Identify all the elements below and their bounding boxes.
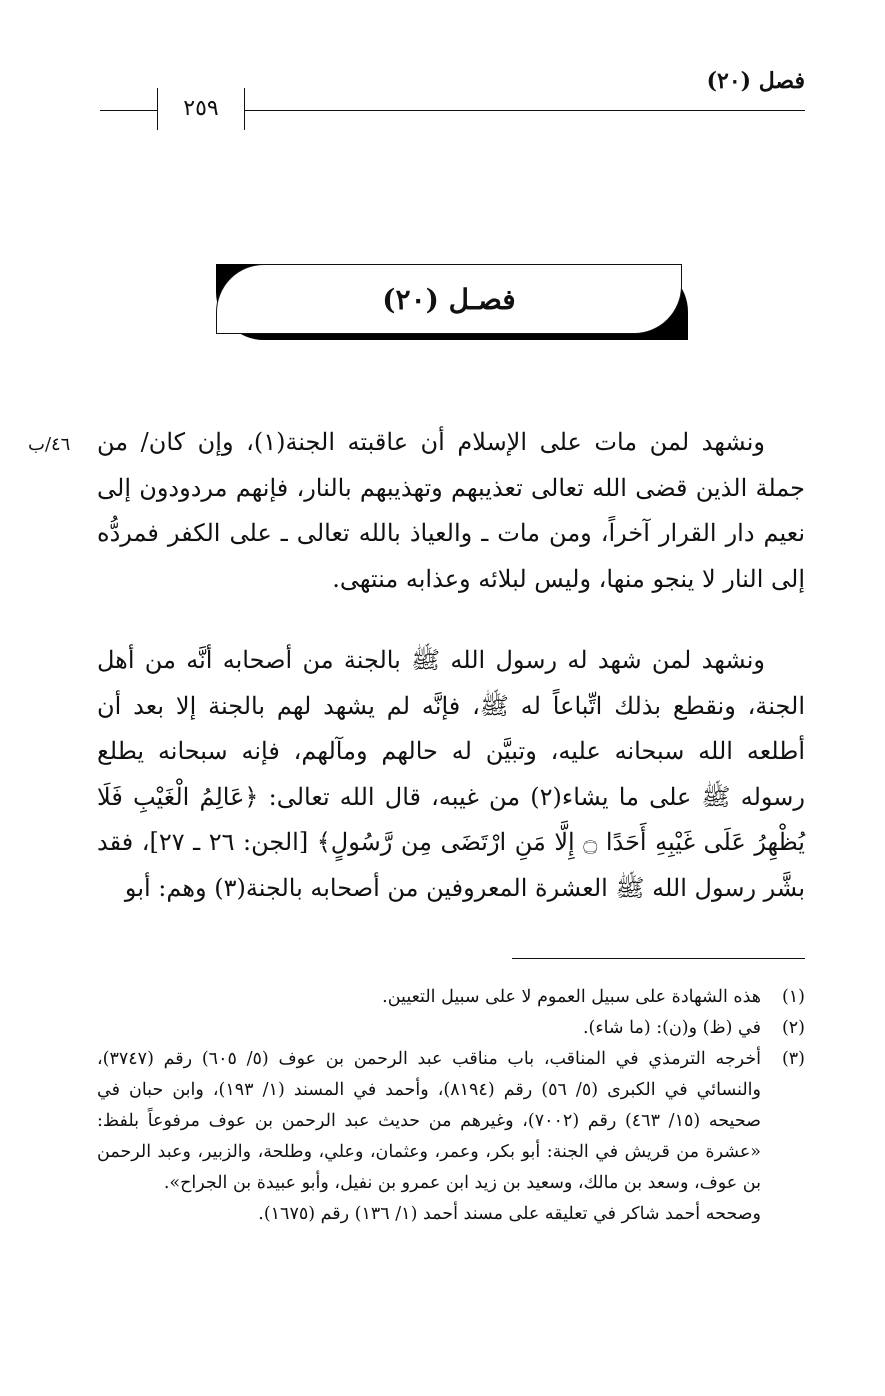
footnote-number: (١) bbox=[781, 987, 805, 1007]
footnote-text: أخرجه الترمذي في المناقب، باب مناقب عبد الرحمن بن عوف (٥/ ٦٠٥) رقم (٣٧٤٧)، والنسائي في الكبرى (٥/ ٥٦) رقم (٨١٩٤)، وأحمد في المسند (١/ ١٩٣)، وابن حبان في صحيحه (١٥/ ٤٦٣) رقم (٧٠٠٢)، وغيرهم من حديث عبد الرحمن بن عوف مرفوعاً بلفظ: «عشرة من قريش في الجنة: أبو بكر، وعمر، وعثمان، وعلي، وطلحة، والزبير، وعبد الرحمن بن عوف، وسعد بن مالك، وسعيد بن زيد ابن عمرو بن نفيل، وأبو عبيدة بن الجراح». bbox=[97, 1049, 761, 1193]
footnote-2 bbox=[97, 1013, 805, 1044]
footnotes bbox=[97, 982, 805, 1230]
footnote-number: (٢) bbox=[781, 1018, 805, 1038]
footnote-separator bbox=[512, 958, 805, 959]
footnote-number: (٣) bbox=[781, 1049, 805, 1069]
paragraph-2: ونشهد لمن شهد له رسول الله ﷺ بالجنة من أصحابه أنَّه من أهل الجنة، ونقطع بذلك اتِّباعاً له ﷺ، فإنَّه لم يشهد لهم بالجنة إلا بعد أن أطلعه الله سبحانه عليه، وتبيَّن له حالهم ومآلهم، فإنه سبحانه يطلع رسوله ﷺ على ما يشاء(٢) من غيبه، قال الله تعالى: ﴿عَالِمُ الْغَيْبِ فَلَا يُظْهِرُ عَلَى غَيْبِهِ أَحَدًا ۝ إِلَّا مَنِ ارْتَضَى مِن رَّسُولٍ﴾ [الجن: ٢٦ ـ ٢٧]، فقد بشَّر رسول الله ﷺ العشرة المعروفين من أصحابه بالجنة(٣) وهم: أبو bbox=[97, 646, 805, 902]
footnote-text: في (ظ) و(ن): (ما شاء). bbox=[582, 1018, 761, 1038]
page-number: ٢٥٩ bbox=[157, 88, 245, 130]
chapter-heading-box bbox=[216, 264, 688, 340]
chapter-heading-frame bbox=[216, 264, 682, 334]
main-text bbox=[97, 420, 805, 911]
footnote-3-continuation: وصححه أحمد شاكر في تعليقه على مسند أحمد (١/ ١٣٦) رقم (١٦٧٥). bbox=[258, 1204, 761, 1224]
margin-folio-note: ٤٦/ب bbox=[28, 434, 71, 455]
footnote-1 bbox=[97, 982, 805, 1013]
footnote-text: هذه الشهادة على سبيل العموم لا على سبيل التعيين. bbox=[382, 987, 761, 1007]
running-title: فصل (٢٠) bbox=[706, 68, 805, 94]
chapter-title: فصـل (٢٠) bbox=[382, 282, 516, 316]
paragraph-1: ونشهد لمن مات على الإسلام أن عاقبته الجنة(١)، وإن كان/ من جملة الذين قضى الله تعالى تعذيبهم وتهذيبهم بالنار، فإنهم مردودون إلى نعيم دار القرار آخراً، ومن مات ـ والعياذ بالله تعالى ـ على الكفر فمردُّه إلى النار لا ينجو منها، وليس لبلائه وعذابه منتهى. bbox=[97, 428, 805, 593]
footnote-3 bbox=[97, 1044, 805, 1199]
